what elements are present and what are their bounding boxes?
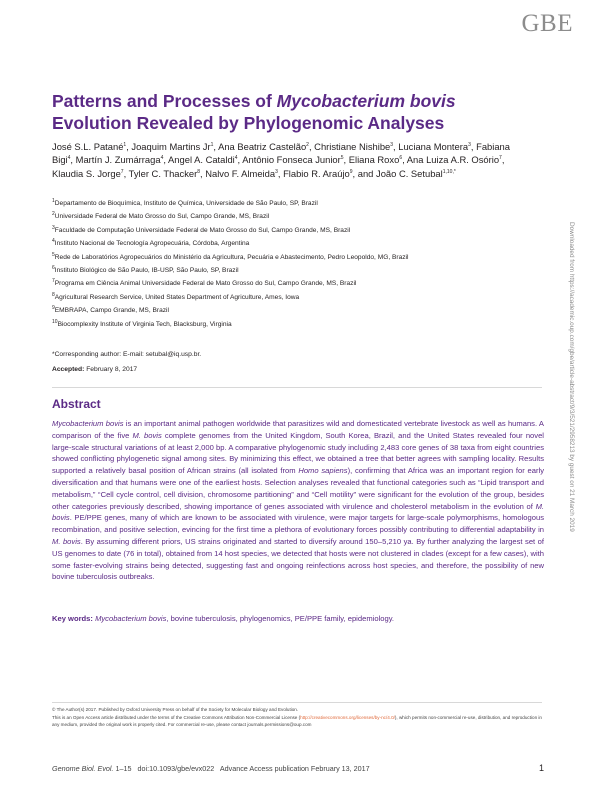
affiliation-item — [52, 318, 530, 331]
author-affiliation-marker: 7 — [499, 155, 502, 162]
divider — [52, 387, 542, 388]
page-number: 1 — [538, 763, 544, 773]
author-affiliation-marker: 1,10,* — [442, 168, 456, 175]
affiliation-number: 2 — [52, 211, 55, 218]
divider — [52, 702, 542, 703]
abstract-text: . By assuming different priors, US strains originated and started to diversify around 150–5,210 ya. By further analyzing the largest set of US genomes to date (76 in total), obtained from 14 host species, we detected that hosts were not clustered in clades (except for a few cases), with some faster-evolving strains being detected, suggesting fast and ongoing reinfections across host species, and therefore, the possibility of new bovine tuberculosis outbreaks. — [52, 536, 545, 582]
affiliation-text: Programa em Ciência Animal Universidade Federal de Mato Grosso do Sul, Campo Grande, MS, Brazil — [54, 280, 357, 288]
author-affiliation-marker: 7 — [120, 168, 124, 175]
abstract-text: . PE/PPE genes, many of which are known to be associated with virulence, were major targets for large-scale polymorphisms, homologous recombination, and positive selection, evincing for the first time a plethora of evolutionary forces possibly contributing to differential adaptability in — [52, 513, 544, 535]
corresponding-author: *Corresponding author: E-mail: setubal@iq.usp.br. — [52, 351, 202, 358]
accepted-date-line — [52, 362, 201, 377]
abstract-italic-term: M. bovis — [52, 536, 81, 546]
affiliation-number: 6 — [52, 264, 55, 271]
footer-citation: 1–15 doi:10.1093/gbe/evx022 Advance Access publication February 13, 2017 — [113, 764, 370, 773]
affiliation-item — [52, 304, 530, 317]
author-name: Joaquim Martins Jr — [131, 141, 211, 152]
affiliation-item — [52, 251, 530, 264]
footer-journal: Genome Biol. Evol. — [52, 764, 114, 773]
author-name: Eliana Roxo — [348, 154, 400, 166]
author-name: Fabiana Bigi — [52, 141, 510, 166]
author-name: Nalvo F. Almeida — [205, 167, 276, 179]
correspondence-block — [52, 347, 201, 377]
author-name: Ana Beatriz Castelão — [218, 141, 307, 152]
affiliation-text: Agricultural Research Service, United States Department of Agriculture, Ames, Iowa — [54, 293, 300, 301]
author-affiliation-marker: 8 — [197, 168, 201, 175]
affiliation-text: Faculdade de Computação Universidade Federal de Mato Grosso do Sul, Campo Grande, MS, Brazil — [54, 226, 351, 234]
download-watermark-text: Downloaded from https://academic.oup.com/gbe/article-abstract/9/3/521/2958213 by guest on 21 March 2019 — [568, 222, 575, 532]
accepted-label: Accepted: — [52, 366, 85, 373]
affiliation-text: Universidade Federal de Mato Grosso do Sul, Campo Grande, MS, Brazil — [54, 213, 270, 221]
author-affiliation-marker: 4 — [67, 155, 71, 162]
title-italic: Mycobacterium bovis — [276, 91, 456, 111]
author-name: Luciana Montera — [398, 141, 469, 152]
affiliation-number: 8 — [52, 291, 55, 298]
author-name: Angel A. Cataldi — [168, 154, 235, 166]
page-footer — [52, 764, 544, 773]
affiliation-number: 1 — [52, 197, 55, 204]
license-notice — [52, 706, 544, 729]
author-name: Christiane Nishibe — [314, 141, 391, 152]
author-affiliation-marker: 5 — [340, 155, 344, 162]
license-link[interactable]: http://creativecommons.org/licenses/by-nc/4.0/ — [300, 714, 395, 720]
author-name: João C. Setubal — [376, 167, 443, 179]
author-affiliation-marker: 3 — [468, 141, 471, 148]
journal-logo: GBE — [521, 10, 573, 37]
affiliation-item — [52, 210, 530, 223]
article-title — [52, 90, 522, 134]
affiliation-item — [52, 264, 530, 277]
accepted-date: February 8, 2017 — [86, 366, 138, 373]
abstract-italic-term: Homo sapiens — [298, 466, 348, 476]
affiliation-number: 9 — [52, 305, 55, 312]
author-name: Klaudia S. Jorge — [52, 167, 121, 179]
author-name: José S.L. Patané — [52, 141, 124, 152]
affiliation-number: 3 — [52, 224, 55, 231]
author-affiliation-marker: 9 — [349, 168, 353, 175]
download-watermark — [565, 222, 575, 582]
abstract-text: is an important animal pathogen worldwide that parasitizes wild and domesticated vertebrate livestock as well as humans. A comparison of the five — [52, 419, 544, 440]
author-affiliation-marker: 3 — [390, 141, 394, 148]
abstract-italic-term: Mycobacterium bovis — [52, 419, 124, 428]
abstract-body — [52, 418, 544, 583]
author-affiliation-marker: 1 — [210, 141, 214, 148]
author-affiliation-marker: 1 — [123, 141, 127, 148]
affiliation-text: Biocomplexity Institute of Virginia Tech, Blacksburg, Virginia — [57, 320, 232, 328]
affiliation-number: 4 — [52, 238, 55, 245]
author-name: Martín J. Zumárraga — [75, 154, 161, 166]
affiliation-item — [52, 277, 530, 290]
affiliation-text: Departamento de Bioquímica, Instituto de Química, Universidade de São Paulo, SP, Brazil — [54, 200, 318, 207]
affiliation-number: 5 — [52, 251, 55, 258]
author-affiliation-marker: 6 — [399, 155, 403, 162]
abstract-text: ), confirming that Africa was an important region for early diversification and that humans were one of the earliest hosts. Selection analyses revealed that functional categories such as “Lipid transport and metabolism,” “Cell cycle control, cell division, chromosome partitioning” and “Cell motility” were significant for the evolution of the group, besides other categories previously described, showing importance of genes associated with virulence and cholesterol metabolism in the evolution of — [52, 466, 544, 511]
license-text-a: This is an Open Access article distributed under the terms of the Creative Commons Attribution Non-Commercial License ( — [52, 714, 301, 720]
author-name: Flabio R. Araújo — [283, 167, 350, 179]
copyright-line: © The Author(s) 2017. Published by Oxford University Press on behalf of the Society for Molecular Biology and Evolution. — [52, 707, 299, 712]
title-part-2: Evolution Revealed by Phylogenomic Analyses — [52, 113, 445, 133]
affiliation-text: EMBRAPA, Campo Grande, MS, Brazil — [54, 307, 169, 315]
license-text-b: ), which permits non-commercial re-use, distribution, and reproduction in any medium, provided the original work is properly cited. For commercial re-use, please contact journals.permissions@oup.com — [52, 714, 542, 728]
affiliation-item — [52, 237, 530, 250]
keywords-rest: , bovine tuberculosis, phylogenomics, PE/PPE family, epidemiology. — [166, 614, 395, 623]
author-affiliation-marker: 3 — [275, 168, 278, 175]
author-affiliation-marker: 4 — [160, 155, 164, 162]
affiliation-item — [52, 197, 530, 210]
affiliation-text: Rede de Laboratórios Agropecuários do Ministério da Agricultura, Pecuária e Abastecimento, Pedro Leopoldo, MG, Brazil — [54, 253, 409, 261]
title-part-1: Patterns and Processes of — [52, 91, 277, 111]
abstract-heading: Abstract — [52, 397, 101, 411]
author-name: Ana Luiza A.R. Osório — [406, 154, 500, 166]
affiliation-text: Instituto Nacional de Tecnología Agropecuária, Córdoba, Argentina — [54, 240, 250, 248]
author-name: Antônio Fonseca Junior — [242, 154, 341, 166]
abstract-italic-term: M. bovis — [52, 501, 544, 523]
affiliation-item — [52, 291, 530, 304]
author-name: Tyler C. Thacker — [128, 167, 198, 179]
license-line — [52, 714, 544, 729]
abstract-text: complete genomes from the United Kingdom, South Korea, Brazil, and the United States revealed four novel large-scale structural variations of at least 2,000 bp. A comparative phylogenomic study including 2,483 core genes of 38 taxa from eight countries showed conflicting phylogenetic signal among sites. By minimizing this effect, we obtained a tree that better agrees with sampling locality. Results supported a relatively basal position of African strains (all isolated from — [52, 430, 544, 476]
author-list: José S.L. Patané$^1$, Joaquim Martins Jr$^1$, Ana Beatriz Castelão$^2$, Christiane Nishibe$^3$, Luciana Montera$^3$, Fabiana Bigi$^4$, Martín J. Zumárraga$^4$, Angel A. Cataldi$^4$, Antônio Fonseca Junior$^5$, Eliana Roxo$^6$, Ana Luiza A.R. Osório$^7$, Klaudia S. Jorge$^7$, Tyler C. Thacker$^8$, Nalvo F. Almeida$^3$, Flabio R. Araújo$^9$, and João C. Setubal$^{1,10,*}$ — [52, 141, 510, 179]
affiliation-number: 10 — [52, 318, 58, 325]
affiliation-number: 7 — [52, 278, 55, 285]
abstract-italic-term: M. bovis — [132, 430, 162, 440]
keywords-italic: Mycobacterium bovis — [95, 614, 167, 623]
keywords-line — [52, 614, 544, 623]
affiliation-item — [52, 224, 530, 237]
affiliation-text: Instituto Biológico de São Paulo, IB-USP, São Paulo, SP, Brazil — [54, 267, 239, 275]
keywords-label: Key words: — [52, 614, 93, 623]
author-affiliation-marker: 4 — [234, 155, 238, 162]
author-affiliation-marker: 2 — [306, 141, 309, 148]
affiliation-list — [52, 197, 530, 331]
